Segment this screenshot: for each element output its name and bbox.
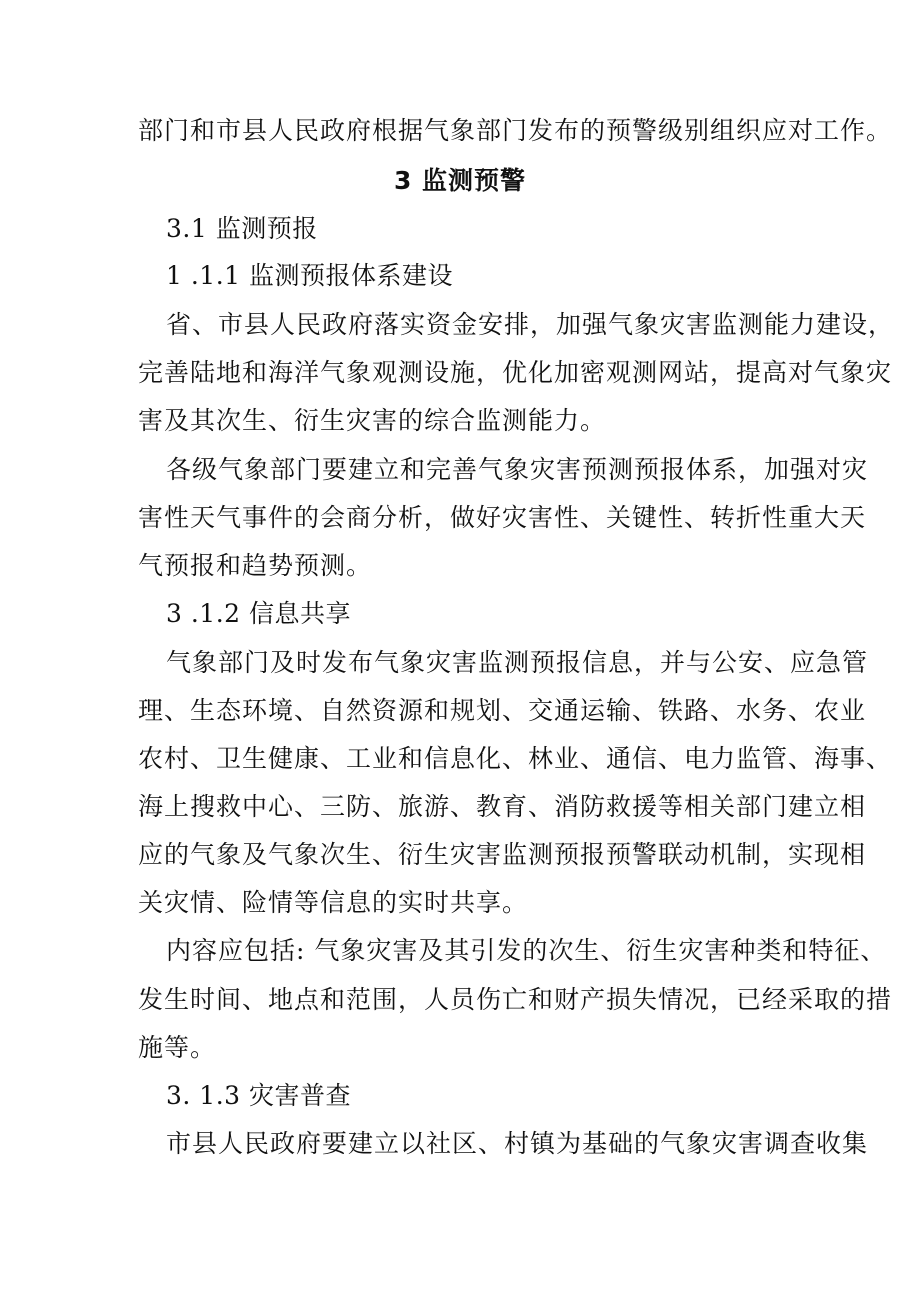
subsection-heading: 3. 1.3 灾害普查 — [166, 1081, 352, 1110]
paragraph-line: 农村、卫生健康、工业和信息化、林业、通信、电力监管、海事、 — [138, 744, 893, 773]
paragraph-line: 理、生态环境、自然资源和规划、交通运输、铁路、水务、农业 — [138, 696, 867, 725]
paragraph-line: 气预报和趋势预测。 — [138, 551, 373, 580]
paragraph-line: 发生时间、地点和范围，人员伤亡和财产损失情况，已经采取的措 — [138, 985, 893, 1014]
paragraph-line: 应的气象及气象次生、衍生灾害监测预报预警联动机制，实现相 — [138, 840, 867, 869]
paragraph-line: 内容应包括: 气象灾害及其引发的次生、衍生灾害种类和特征、 — [166, 936, 887, 965]
paragraph-line: 各级气象部门要建立和完善气象灾害预测预报体系，加强对灾 — [166, 455, 869, 484]
paragraph-line: 气象部门及时发布气象灾害监测预报信息，并与公安、应急管 — [166, 648, 869, 677]
paragraph-line: 海上搜救中心、三防、旅游、教育、消防救援等相关部门建立相 — [138, 792, 867, 821]
paragraph-line: 施等。 — [138, 1033, 217, 1062]
paragraph-line: 省、市县人民政府落实资金安排，加强气象灾害监测能力建设， — [166, 310, 895, 339]
paragraph-line: 关灾情、险情等信息的实时共享。 — [138, 888, 529, 917]
paragraph-line: 害及其次生、衍生灾害的综合监测能力。 — [138, 406, 607, 435]
paragraph-line: 部门和市县人民政府根据气象部门发布的预警级别组织应对工作。 — [138, 116, 893, 145]
subsection-heading: 3 .1.2 信息共享 — [166, 599, 352, 628]
paragraph-line: 完善陆地和海洋气象观测设施，优化加密观测网站，提高对气象灾 — [138, 358, 893, 387]
subsection-heading: 1 .1.1 监测预报体系建设 — [166, 261, 454, 290]
section-heading: 3 监测预警 — [393, 166, 527, 195]
subsection-heading: 3.1 监测预报 — [166, 214, 318, 243]
paragraph-line: 害性天气事件的会商分析，做好灾害性、关键性、转折性重大天 — [138, 503, 867, 532]
paragraph-line: 市县人民政府要建立以社区、村镇为基础的气象灾害调查收集 — [166, 1129, 869, 1158]
